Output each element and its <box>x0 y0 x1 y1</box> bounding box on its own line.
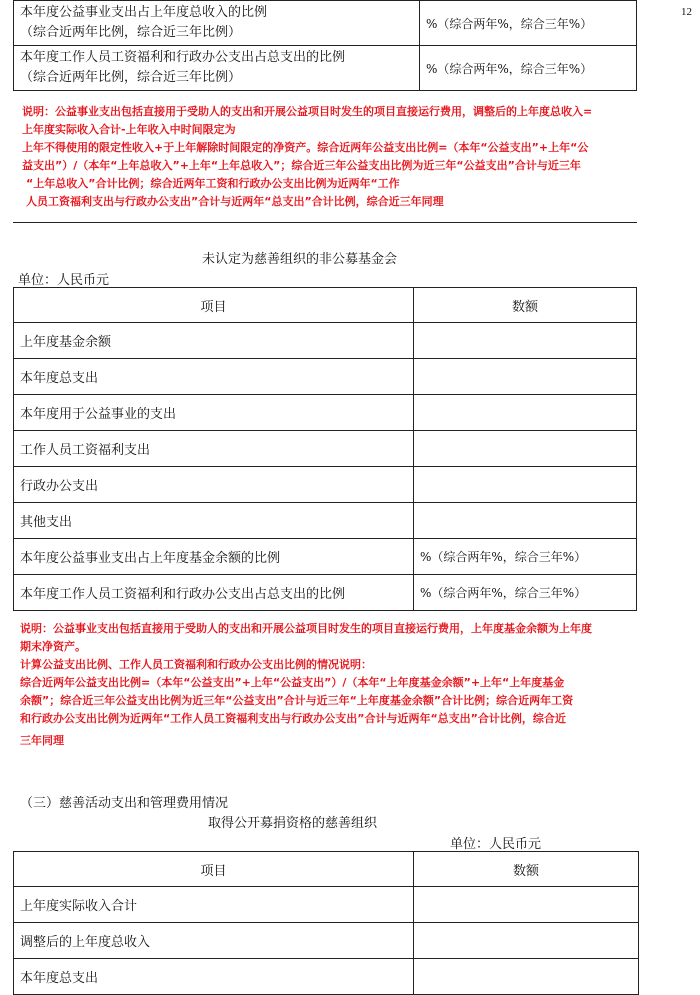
item-line: 本年度工作人员工资福利和行政办公支出占总支出的比例 <box>20 50 346 65</box>
column-header-item: 项目 <box>14 288 414 323</box>
note-line: 三年同理 <box>20 734 64 747</box>
unit-label: 单位：人民币元 <box>450 837 542 852</box>
section-heading: （三）慈善活动支出和管理费用情况 <box>20 796 229 811</box>
table-header-row <box>14 288 637 323</box>
table-row <box>14 923 639 959</box>
table-cell-item: 本年度总支出 <box>14 359 414 395</box>
public-fundraising-table <box>13 851 639 995</box>
table-cell-value[interactable] <box>414 395 637 431</box>
table-cell-value[interactable] <box>414 923 639 959</box>
section-title: 未认定为慈善组织的非公募基金会 <box>202 252 398 267</box>
table-row <box>14 539 637 575</box>
ratio-table-top <box>13 0 637 91</box>
note-line: 人员工资福利支出与行政办公支出”合计与近两年“总支出”合计比例，综合近三年同理 <box>26 195 444 208</box>
item-line: （综合近两年比例，综合近三年比例） <box>20 70 242 85</box>
table-cell-item: 本年度工作人员工资福利和行政办公支出占总支出的比例 <box>14 575 414 611</box>
note-line: 说明：公益事业支出包括直接用于受助人的支出和开展公益项目时发生的项目直接运行费用，调整后的上年度总收入= <box>22 105 593 118</box>
table-row <box>14 46 637 91</box>
unit-label: 单位：人民币元 <box>18 273 110 288</box>
table-cell-value[interactable] <box>414 359 637 395</box>
table-cell-item: 其他支出 <box>14 503 414 539</box>
table-row <box>14 959 639 995</box>
table-row <box>14 395 637 431</box>
note-line: 说明：公益事业支出包括直接用于受助人的支出和开展公益项目时发生的项目直接运行费用，上年度基金余额为上年度 <box>20 622 592 635</box>
table-cell-item: 行政办公支出 <box>14 467 414 503</box>
column-header-item: 项目 <box>14 852 414 887</box>
table-cell-value[interactable] <box>414 503 637 539</box>
table-cell-value[interactable] <box>414 323 637 359</box>
column-header-amount: 数额 <box>414 288 637 323</box>
table-cell-value[interactable] <box>414 959 639 995</box>
note-line: “上年总收入”合计比例；综合近两年工资和行政办公支出比例为近两年“工作 <box>26 177 400 190</box>
table-row <box>14 431 637 467</box>
column-header-amount: 数额 <box>414 852 639 887</box>
table-cell-item: 上年度实际收入合计 <box>14 887 414 923</box>
note-line: 期末净资产。 <box>20 640 86 653</box>
table-cell-value[interactable]: %（综合两年%，综合三年%） <box>414 575 637 611</box>
item-line: （综合近两年比例，综合近三年比例） <box>20 25 242 40</box>
note-line: 上年不得使用的限定性收入+于上年解除时间限定的净资产。综合近两年公益支出比例=（本年“公益支出”+上年“公 <box>22 141 589 154</box>
explanation-note-2 <box>20 620 592 750</box>
table-cell-item: 本年度总支出 <box>14 959 414 995</box>
table-cell-value[interactable] <box>414 431 637 467</box>
page-number: 12 <box>681 6 692 18</box>
note-line: 综合近两年公益支出比例=（本年“公益支出”+上年“公益支出”）/（本年“上年度基金余额”+上年“上年度基金 <box>20 676 565 689</box>
table-cell-item: 上年度基金余额 <box>14 323 414 359</box>
table-cell-value[interactable] <box>414 467 637 503</box>
note-line: 益支出”）/（本年“上年总收入”+上年“上年总收入”；综合近三年公益支出比例为近三年“公益支出”合计与近三年 <box>22 159 581 172</box>
note-line: 计算公益支出比例、工作人员工资福利和行政办公支出比例的情况说明： <box>20 658 372 671</box>
table-cell-item <box>14 46 420 91</box>
note-line: 上年度实际收入合计-上年收入中时间限定为 <box>22 123 236 136</box>
table-row <box>14 1 637 46</box>
note-line: 和行政办公支出比例为近两年“工作人员工资福利支出与行政办公支出”合计与近两年“总支出”合计比例，综合近 <box>20 712 566 725</box>
table-cell-value[interactable] <box>414 887 639 923</box>
table-cell-item: 工作人员工资福利支出 <box>14 431 414 467</box>
table-cell-value[interactable]: %（综合两年%，综合三年%） <box>420 1 637 46</box>
table-row <box>14 503 637 539</box>
table-cell-value[interactable]: %（综合两年%，综合三年%） <box>414 539 637 575</box>
note-line: 余额”；综合近三年公益支出比例为近三年“公益支出”合计与近三年“上年度基金余额”合计比例；综合近两年工资 <box>20 694 574 707</box>
table-row <box>14 323 637 359</box>
table-row <box>14 887 639 923</box>
table-row <box>14 467 637 503</box>
explanation-note-1 <box>22 103 592 211</box>
table-header-row <box>14 852 639 887</box>
table-cell-value[interactable]: %（综合两年%，综合三年%） <box>420 46 637 91</box>
table-cell-item: 本年度用于公益事业的支出 <box>14 395 414 431</box>
item-line: 本年度公益事业支出占上年度总收入的比例 <box>20 5 268 20</box>
table-cell-item: 调整后的上年度总收入 <box>14 923 414 959</box>
table-row <box>14 359 637 395</box>
table-row <box>14 575 637 611</box>
section-title: 取得公开募捐资格的慈善组织 <box>208 816 378 831</box>
divider <box>13 222 637 223</box>
non-public-foundation-table <box>13 287 637 611</box>
table-cell-item <box>14 1 420 46</box>
table-cell-item: 本年度公益事业支出占上年度基金余额的比例 <box>14 539 414 575</box>
